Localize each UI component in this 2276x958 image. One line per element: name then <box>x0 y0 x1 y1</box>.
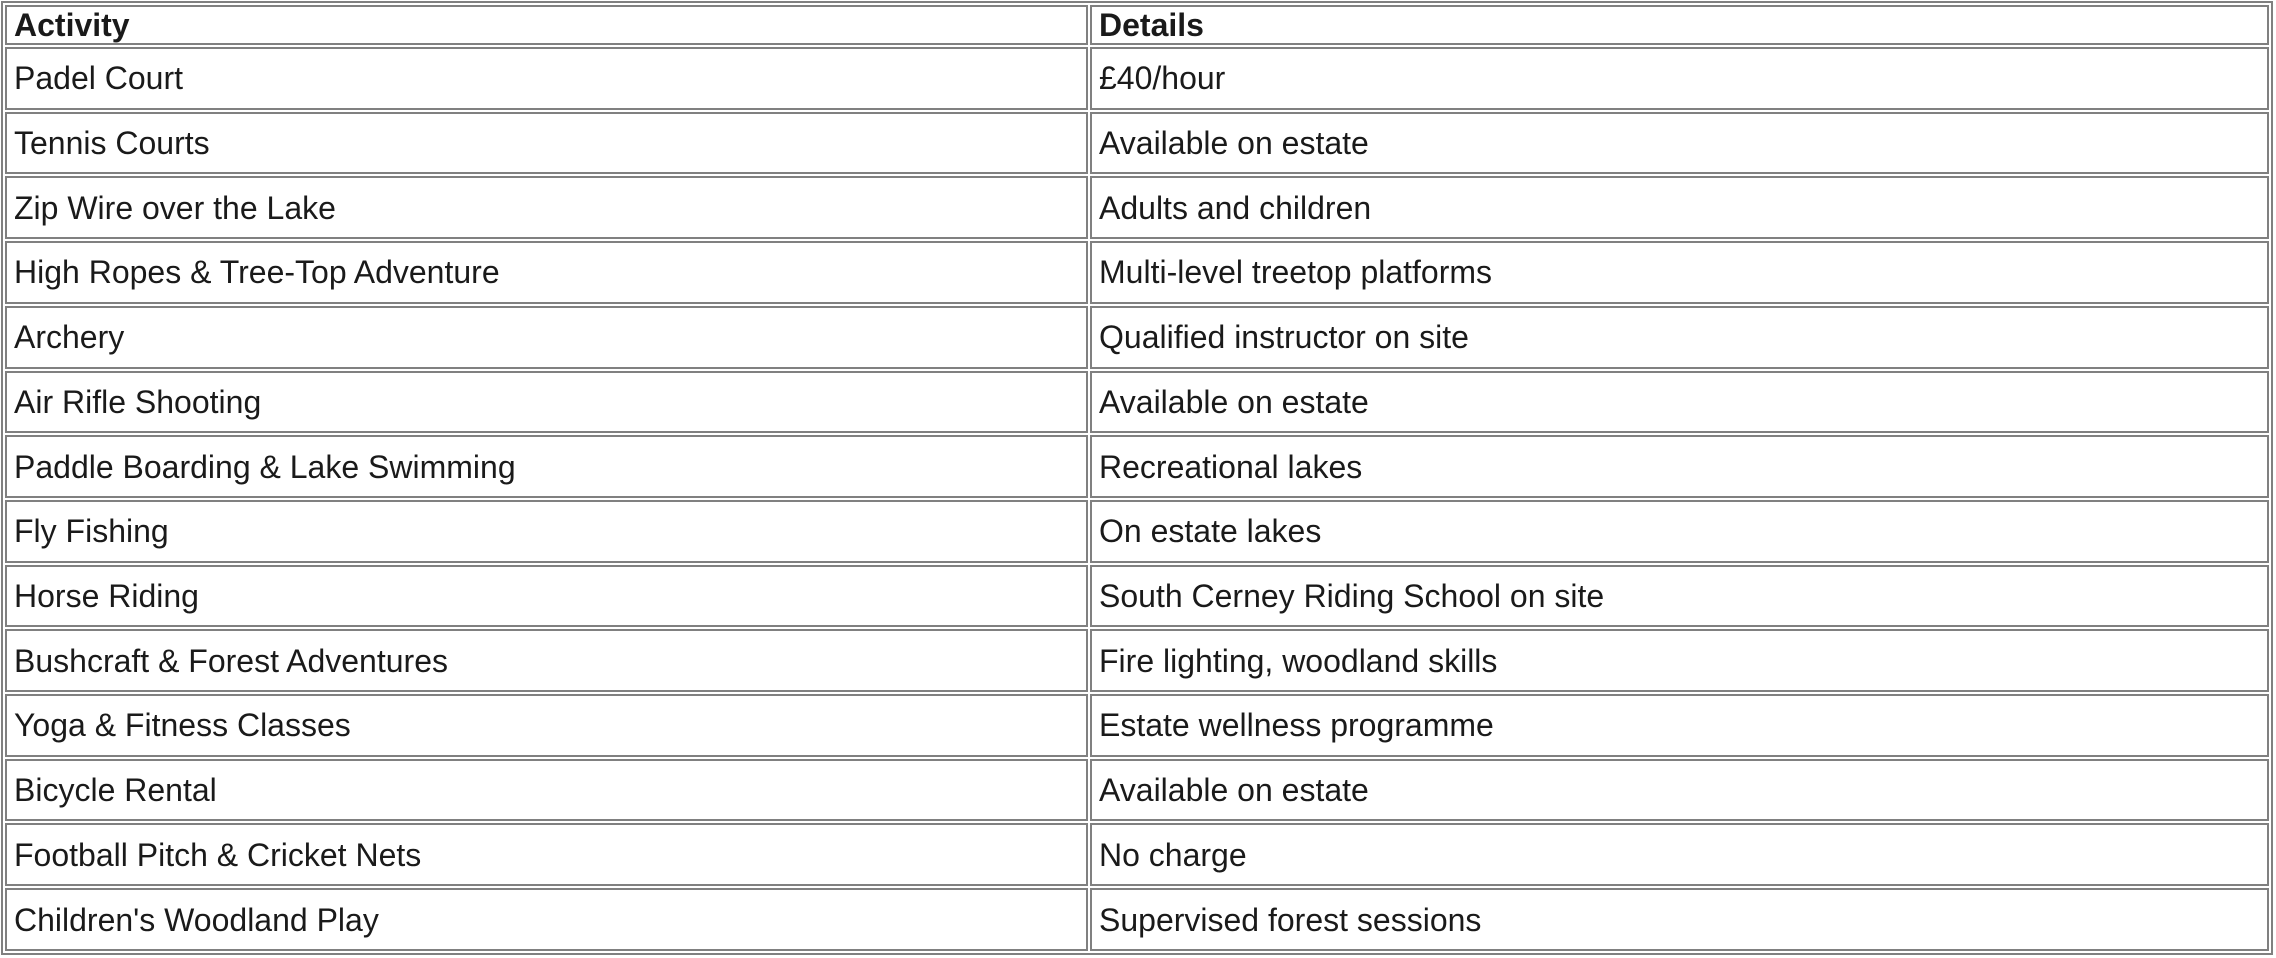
details-cell: Estate wellness programme <box>1090 694 2269 757</box>
table-row <box>5 500 2269 563</box>
details-cell: Adults and children <box>1090 176 2269 239</box>
activity-cell: Archery <box>5 306 1088 369</box>
activity-cell: Football Pitch & Cricket Nets <box>5 823 1088 886</box>
activity-cell: Bushcraft & Forest Adventures <box>5 629 1088 692</box>
activity-cell: Air Rifle Shooting <box>5 371 1088 434</box>
details-cell: Supervised forest sessions <box>1090 888 2269 951</box>
details-cell: Qualified instructor on site <box>1090 306 2269 369</box>
details-cell: Available on estate <box>1090 371 2269 434</box>
activities-table <box>1 1 2273 955</box>
details-cell: Available on estate <box>1090 759 2269 822</box>
details-cell: On estate lakes <box>1090 500 2269 563</box>
table-row <box>5 823 2269 886</box>
activity-cell: Horse Riding <box>5 565 1088 628</box>
table-row <box>5 435 2269 498</box>
table-row <box>5 241 2269 304</box>
table-header-row <box>5 5 2269 45</box>
activity-cell: Paddle Boarding & Lake Swimming <box>5 435 1088 498</box>
table-row <box>5 371 2269 434</box>
activity-cell: Fly Fishing <box>5 500 1088 563</box>
details-cell: South Cerney Riding School on site <box>1090 565 2269 628</box>
details-cell: Recreational lakes <box>1090 435 2269 498</box>
activity-cell: Bicycle Rental <box>5 759 1088 822</box>
table-row <box>5 112 2269 175</box>
activity-cell: Yoga & Fitness Classes <box>5 694 1088 757</box>
details-cell: £40/hour <box>1090 47 2269 110</box>
details-cell: No charge <box>1090 823 2269 886</box>
activity-cell: High Ropes & Tree-Top Adventure <box>5 241 1088 304</box>
table-row <box>5 694 2269 757</box>
header-details: Details <box>1090 5 2269 45</box>
details-cell: Available on estate <box>1090 112 2269 175</box>
table-row <box>5 629 2269 692</box>
header-activity: Activity <box>5 5 1088 45</box>
table-row <box>5 47 2269 110</box>
table-row <box>5 565 2269 628</box>
table-row <box>5 306 2269 369</box>
details-cell: Fire lighting, woodland skills <box>1090 629 2269 692</box>
activity-cell: Tennis Courts <box>5 112 1088 175</box>
activity-cell: Children's Woodland Play <box>5 888 1088 951</box>
table-row <box>5 176 2269 239</box>
activity-cell: Padel Court <box>5 47 1088 110</box>
activity-cell: Zip Wire over the Lake <box>5 176 1088 239</box>
details-cell: Multi-level treetop platforms <box>1090 241 2269 304</box>
table-row <box>5 888 2269 951</box>
table-row <box>5 759 2269 822</box>
